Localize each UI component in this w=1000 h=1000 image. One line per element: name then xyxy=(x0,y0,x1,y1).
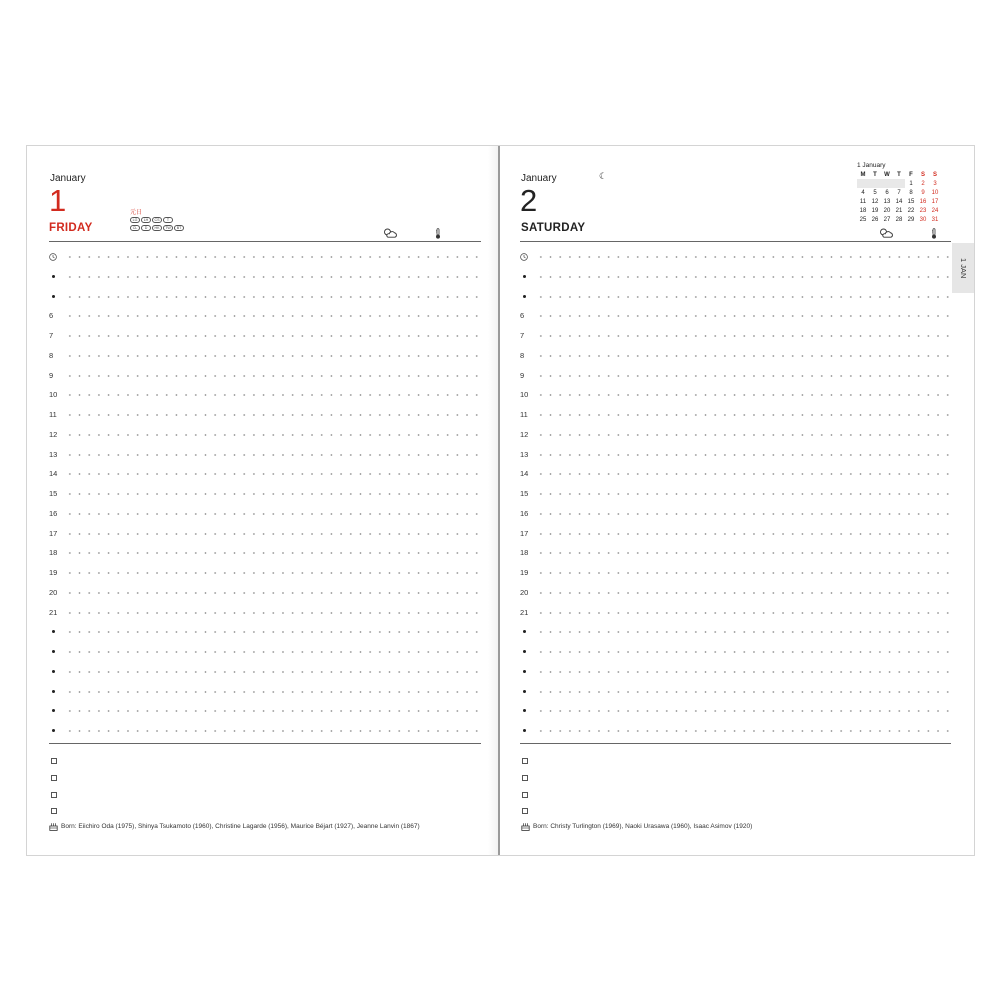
hour-row[interactable] xyxy=(49,724,481,738)
calendar-day[interactable]: 27 xyxy=(883,216,891,223)
dotted-guide-line xyxy=(536,651,949,653)
hour-row[interactable] xyxy=(49,290,481,304)
moon-phase-icon: ☾ xyxy=(599,171,608,181)
hour-row[interactable] xyxy=(520,448,951,462)
calendar-day[interactable]: 8 xyxy=(909,189,913,196)
hour-row[interactable] xyxy=(49,586,481,600)
dotted-guide-line xyxy=(65,691,479,693)
hour-label: 11 xyxy=(49,410,57,419)
dotted-guide-line xyxy=(536,335,949,337)
hour-row[interactable] xyxy=(520,665,951,679)
dotted-guide-line xyxy=(536,691,949,693)
hour-label: 19 xyxy=(49,568,58,577)
hour-label: 9 xyxy=(520,370,525,380)
calendar-day[interactable]: 17 xyxy=(931,198,939,205)
hour-row[interactable] xyxy=(49,527,481,541)
dotted-guide-line xyxy=(65,552,479,554)
dotted-guide-line xyxy=(65,454,479,456)
day-number: 1 xyxy=(49,183,67,218)
hour-label: 8 xyxy=(520,350,525,360)
dotted-guide-line xyxy=(536,730,949,732)
dotted-guide-line xyxy=(536,434,949,436)
hour-row[interactable] xyxy=(520,507,951,521)
hour-row[interactable] xyxy=(520,270,951,284)
hour-label: 9 xyxy=(49,370,54,380)
calendar-day[interactable]: 16 xyxy=(919,198,927,205)
dotted-guide-line xyxy=(536,513,949,515)
calendar-empty-cell xyxy=(893,179,905,188)
dotted-guide-line xyxy=(65,335,479,337)
hour-row[interactable] xyxy=(520,329,951,343)
bullet-marker xyxy=(52,650,55,653)
country-code-badge: TW xyxy=(163,225,173,231)
hour-row[interactable] xyxy=(520,487,951,501)
sun-cloud-icon xyxy=(879,228,893,238)
country-code-badge: HK xyxy=(152,225,162,231)
hour-row[interactable] xyxy=(520,704,951,718)
calendar-day[interactable]: 22 xyxy=(907,207,915,214)
dotted-guide-line xyxy=(536,671,949,673)
calendar-day[interactable]: 2 xyxy=(921,180,925,187)
bullet-marker xyxy=(523,275,526,278)
hour-label: 20 xyxy=(520,587,529,597)
weekday-header: T xyxy=(897,171,901,178)
bullet-marker xyxy=(523,690,526,693)
calendar-day[interactable]: 24 xyxy=(931,207,939,214)
hour-row[interactable] xyxy=(49,606,481,620)
dotted-guide-line xyxy=(65,631,479,633)
bottom-rule xyxy=(520,743,951,744)
calendar-empty-cell xyxy=(869,179,881,188)
dotted-guide-line xyxy=(536,454,949,456)
cake-icon xyxy=(521,822,530,831)
dotted-guide-line xyxy=(65,355,479,357)
thermometer-icon xyxy=(435,228,441,239)
calendar-day[interactable]: 11 xyxy=(859,198,867,205)
dotted-guide-line xyxy=(536,592,949,594)
dotted-guide-line xyxy=(65,710,479,712)
top-rule xyxy=(520,241,951,242)
hour-label: 6 xyxy=(49,311,54,321)
mini-calendar-title: 1 January xyxy=(857,162,886,169)
hour-label: 16 xyxy=(49,508,58,518)
dotted-guide-line xyxy=(65,414,479,416)
dotted-guide-line xyxy=(65,256,479,258)
hour-label: 18 xyxy=(520,548,529,558)
day-number: 2 xyxy=(520,183,538,218)
todo-checkbox[interactable] xyxy=(522,758,528,764)
dotted-guide-line xyxy=(536,710,949,712)
dotted-guide-line xyxy=(65,473,479,475)
calendar-day[interactable]: 20 xyxy=(883,207,891,214)
birthdays-line xyxy=(49,822,420,831)
hour-row[interactable] xyxy=(520,606,951,620)
bullet-marker xyxy=(52,275,55,278)
calendar-day[interactable]: 21 xyxy=(895,207,903,214)
weekday-header: M xyxy=(860,171,866,178)
dotted-guide-line xyxy=(65,276,479,278)
hour-label: 21 xyxy=(49,607,58,617)
dotted-guide-line xyxy=(65,612,479,614)
calendar-day[interactable]: 10 xyxy=(931,189,939,196)
country-code-badge: LH xyxy=(141,217,151,223)
hour-label: 17 xyxy=(49,528,58,538)
hour-label: 10 xyxy=(49,390,58,400)
calendar-day[interactable]: 12 xyxy=(871,198,879,205)
dotted-guide-line xyxy=(536,296,949,298)
hour-row[interactable] xyxy=(520,250,951,264)
dotted-guide-line xyxy=(65,671,479,673)
calendar-day[interactable]: 25 xyxy=(859,216,867,223)
dotted-guide-line xyxy=(65,592,479,594)
hour-row[interactable] xyxy=(520,546,951,560)
calendar-day[interactable]: 4 xyxy=(861,189,865,196)
hour-row[interactable] xyxy=(49,349,481,363)
hour-label: 14 xyxy=(520,469,529,479)
dotted-guide-line xyxy=(536,315,949,317)
hour-row[interactable] xyxy=(49,625,481,639)
country-badges-row2 xyxy=(130,225,184,231)
hour-label: 10 xyxy=(520,390,529,400)
country-code-badge: LG xyxy=(130,217,140,223)
thermometer-icon xyxy=(931,228,937,239)
calendar-day[interactable]: 15 xyxy=(907,198,915,205)
birthdays-text: Born: Eiichiro Oda (1975), Shinya Tsukamoto (1960), Christine Lagarde (1956), Maurice Béjart (1927), Jeanne Lanvin (1867) xyxy=(61,823,420,830)
hour-row[interactable] xyxy=(520,625,951,639)
mini-calendar-grid xyxy=(857,170,941,224)
bullet-marker xyxy=(52,630,55,633)
planner-spread xyxy=(26,145,975,856)
hour-row[interactable] xyxy=(49,566,481,580)
cake-icon xyxy=(49,822,58,831)
weekday-header: T xyxy=(873,171,877,178)
dotted-guide-line xyxy=(65,533,479,535)
calendar-day[interactable]: 29 xyxy=(907,216,915,223)
dotted-guide-line xyxy=(65,315,479,317)
calendar-day[interactable]: 7 xyxy=(897,189,901,196)
hour-row[interactable] xyxy=(49,685,481,699)
country-code-badge: CL xyxy=(130,225,140,231)
calendar-empty-cell xyxy=(881,179,893,188)
hour-label: 15 xyxy=(49,489,58,498)
hour-label: 21 xyxy=(520,607,529,617)
dotted-guide-line xyxy=(65,296,479,298)
hour-row[interactable] xyxy=(520,290,951,304)
hour-row[interactable] xyxy=(520,388,951,402)
hour-label: 13 xyxy=(49,449,58,459)
hour-label: 17 xyxy=(520,528,529,538)
hour-row[interactable] xyxy=(49,388,481,402)
todo-checkbox[interactable] xyxy=(51,808,57,814)
bullet-marker xyxy=(52,709,55,712)
hour-label: 6 xyxy=(520,311,525,321)
dotted-guide-line xyxy=(65,730,479,732)
calendar-day[interactable]: 31 xyxy=(931,216,939,223)
holiday-label: 元日 xyxy=(130,210,143,216)
weekday-label: SATURDAY xyxy=(521,222,586,234)
calendar-day[interactable]: 3 xyxy=(933,180,937,187)
hour-row[interactable] xyxy=(520,586,951,600)
hour-row[interactable] xyxy=(49,704,481,718)
dotted-guide-line xyxy=(536,473,949,475)
weekday-header: F xyxy=(909,171,913,178)
dotted-guide-line xyxy=(536,533,949,535)
dotted-guide-line xyxy=(65,513,479,515)
month-label: January xyxy=(50,173,86,184)
dotted-guide-line xyxy=(536,493,949,495)
calendar-day[interactable]: 9 xyxy=(921,189,925,196)
todo-checkbox[interactable] xyxy=(51,775,57,781)
calendar-day[interactable]: 6 xyxy=(885,189,889,196)
calendar-day[interactable]: 19 xyxy=(871,207,879,214)
hour-label: 11 xyxy=(520,410,528,419)
calendar-day[interactable]: 13 xyxy=(883,198,891,205)
dotted-guide-line xyxy=(65,375,479,377)
hour-label: 13 xyxy=(520,449,529,459)
month-index-tab[interactable] xyxy=(952,243,974,293)
calendar-day[interactable]: 28 xyxy=(895,216,903,223)
hour-row[interactable] xyxy=(520,724,951,738)
hour-label: 7 xyxy=(49,331,54,340)
bullet-marker xyxy=(52,729,55,732)
dotted-guide-line xyxy=(536,552,949,554)
month-index-tab-label: 1 JAN xyxy=(959,257,968,279)
weekday-header: S xyxy=(932,171,937,178)
hour-row[interactable] xyxy=(49,250,481,264)
mini-calendar xyxy=(857,162,947,224)
hour-row[interactable] xyxy=(49,487,481,501)
hour-label: 8 xyxy=(49,350,54,360)
bottom-rule xyxy=(49,743,481,744)
hour-label: 20 xyxy=(49,587,58,597)
hour-row[interactable] xyxy=(49,448,481,462)
weekday-header: W xyxy=(884,171,890,178)
calendar-empty-cell xyxy=(857,179,869,188)
bullet-marker xyxy=(52,295,55,298)
dotted-guide-line xyxy=(536,414,949,416)
sun-cloud-icon xyxy=(383,228,397,238)
bullet-marker xyxy=(523,709,526,712)
calendar-day[interactable]: 18 xyxy=(859,207,867,214)
country-code-badge: T xyxy=(163,217,173,223)
hour-row[interactable] xyxy=(49,546,481,560)
hour-row[interactable] xyxy=(49,309,481,323)
bullet-marker xyxy=(52,690,55,693)
weekday-label: FRIDAY xyxy=(49,222,93,234)
hour-label: 14 xyxy=(49,469,58,479)
hour-row[interactable] xyxy=(49,408,481,422)
birthdays-line xyxy=(521,822,752,831)
calendar-day[interactable]: 30 xyxy=(919,216,927,223)
dotted-guide-line xyxy=(65,651,479,653)
hour-row[interactable] xyxy=(49,665,481,679)
country-badges-row1 xyxy=(130,217,173,223)
hour-label: 15 xyxy=(520,489,529,498)
right-page xyxy=(500,146,976,855)
hour-row[interactable] xyxy=(520,369,951,383)
hour-row[interactable] xyxy=(49,645,481,659)
hour-row[interactable] xyxy=(49,507,481,521)
month-label: January xyxy=(521,173,557,184)
top-rule xyxy=(49,241,481,242)
dotted-guide-line xyxy=(536,631,949,633)
hour-row[interactable] xyxy=(520,527,951,541)
dotted-guide-line xyxy=(536,394,949,396)
hour-row[interactable] xyxy=(520,566,951,580)
hour-row[interactable] xyxy=(520,349,951,363)
bullet-marker xyxy=(523,650,526,653)
dotted-guide-line xyxy=(536,355,949,357)
dotted-guide-line xyxy=(536,572,949,574)
hour-label: 7 xyxy=(520,331,525,340)
hour-row[interactable] xyxy=(520,309,951,323)
hour-row[interactable] xyxy=(49,369,481,383)
todo-checkbox[interactable] xyxy=(51,758,57,764)
dotted-guide-line xyxy=(65,434,479,436)
country-code-badge: BT xyxy=(174,225,184,231)
calendar-day[interactable]: 1 xyxy=(909,180,913,187)
hour-label: 16 xyxy=(520,508,529,518)
clock-icon xyxy=(520,253,528,261)
bullet-marker xyxy=(52,670,55,673)
hour-label: 18 xyxy=(49,548,58,558)
todo-checkbox[interactable] xyxy=(522,808,528,814)
todo-checkbox[interactable] xyxy=(51,792,57,798)
hour-row[interactable] xyxy=(49,270,481,284)
country-code-badge: CS xyxy=(152,217,162,223)
calendar-day[interactable]: 14 xyxy=(895,198,903,205)
weekday-header: S xyxy=(920,171,925,178)
calendar-day[interactable]: 23 xyxy=(919,207,927,214)
dotted-guide-line xyxy=(65,493,479,495)
dotted-guide-line xyxy=(536,276,949,278)
hour-row[interactable] xyxy=(520,467,951,481)
dotted-guide-line xyxy=(536,256,949,258)
dotted-guide-line xyxy=(536,612,949,614)
clock-icon xyxy=(49,253,57,261)
hour-row[interactable] xyxy=(49,467,481,481)
hour-label: 19 xyxy=(520,568,529,577)
hour-row[interactable] xyxy=(520,428,951,442)
todo-checkbox[interactable] xyxy=(522,775,528,781)
todo-checkbox[interactable] xyxy=(522,792,528,798)
bullet-marker xyxy=(523,295,526,298)
country-code-badge: D xyxy=(141,225,151,231)
dotted-guide-line xyxy=(536,375,949,377)
hour-label: 12 xyxy=(49,429,58,439)
bullet-marker xyxy=(523,630,526,633)
left-page xyxy=(27,146,498,855)
hour-row[interactable] xyxy=(520,645,951,659)
hour-row[interactable] xyxy=(520,408,951,422)
hour-row[interactable] xyxy=(49,428,481,442)
dotted-guide-line xyxy=(65,572,479,574)
birthdays-text: Born: Christy Turlington (1969), Naoki Urasawa (1960), Isaac Asimov (1920) xyxy=(533,823,753,830)
dotted-guide-line xyxy=(65,394,479,396)
hour-label: 12 xyxy=(520,429,529,439)
hour-row[interactable] xyxy=(49,329,481,343)
calendar-day[interactable]: 5 xyxy=(873,189,877,196)
bullet-marker xyxy=(523,670,526,673)
calendar-day[interactable]: 26 xyxy=(871,216,879,223)
bullet-marker xyxy=(523,729,526,732)
hour-row[interactable] xyxy=(520,685,951,699)
